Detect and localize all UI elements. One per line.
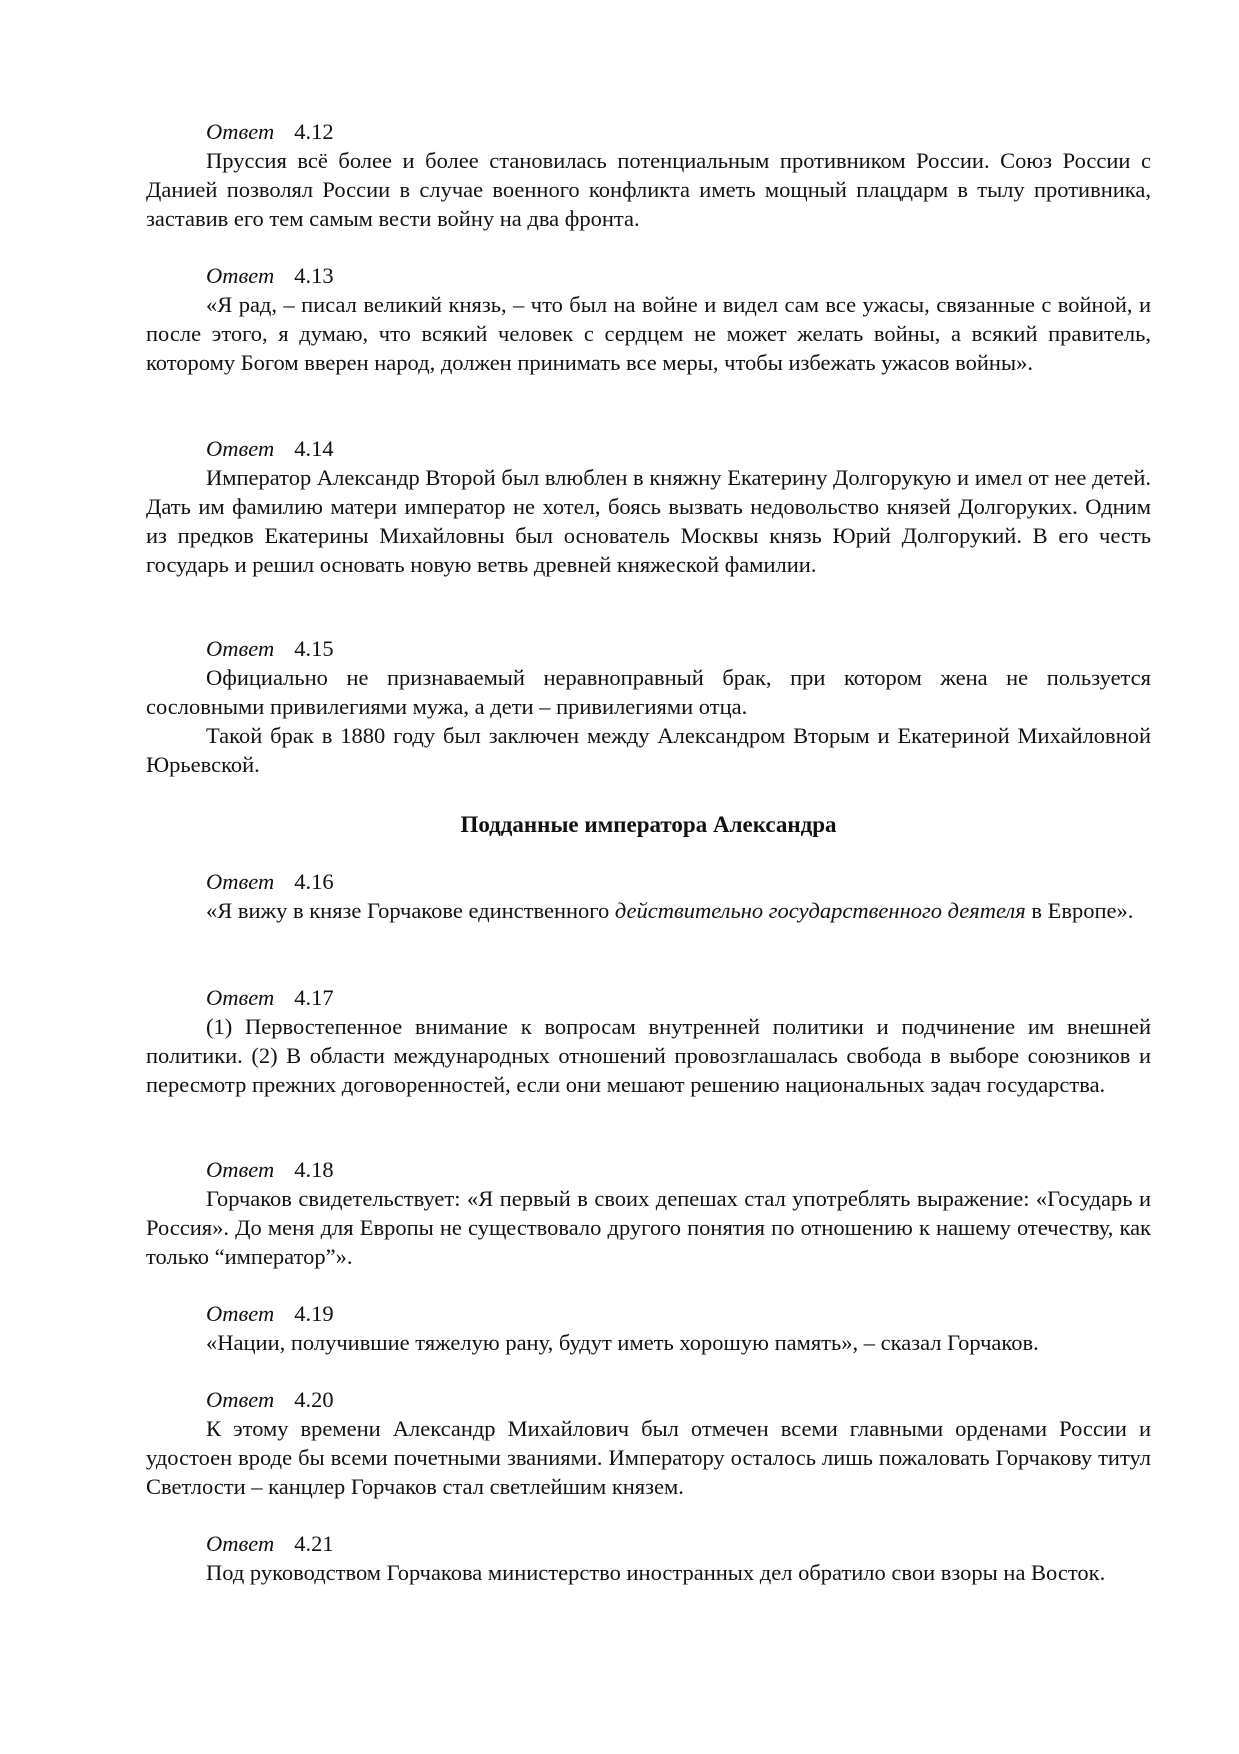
quote-emphasis: действительно государственного деятеля (614, 897, 1026, 923)
answer-number: 4.19 (294, 1301, 334, 1326)
answer-label (206, 1530, 1151, 1559)
answer-4-14 (146, 435, 1151, 580)
quote-start: «Я вижу в князе Горчакове единственного (206, 897, 615, 923)
answer-label (206, 1386, 1151, 1415)
answer-4-17 (146, 984, 1151, 1100)
answer-text: Император Александр Второй был влюблен в княжну Екатерину Долгорукую и имел от нее детей. Дать им фамилию матери император не хотел, боясь вызвать недовольство князей Долгоруких. Одним из предков Екатерины Михайловны был основатель Москвы князь Юрий Долгорукий. В его честь государь и решил основать новую ветвь древней княжеской фамилии. (146, 464, 1151, 577)
answer-number: 4.15 (294, 636, 334, 661)
answer-text: Пруссия всё более и более становилась потенциальным противником России. Союз России с Данией позволял России в случае военного конфликта иметь мощный плацдарм в тылу противника, заставив его тем самым вести войну на два фронта. (146, 147, 1151, 231)
answer-text (146, 897, 1151, 926)
answer-4-12 (146, 118, 1151, 234)
answer-label (206, 435, 1151, 464)
answer-word: Ответ (206, 1157, 275, 1182)
answer-word: Ответ (206, 119, 275, 144)
answer-text: (1) Первостепенное внимание к вопросам внутренней политики и подчинение им внешней политики. (2) В области международных отношений провозглашалась свобода в выборе союзников и пересмотр прежних договоренностей, если они мешают решению национальных задач государства. (146, 1013, 1151, 1097)
answer-4-20 (146, 1386, 1151, 1502)
answer-number: 4.20 (294, 1387, 334, 1412)
answer-4-18 (146, 1156, 1151, 1272)
section-heading: Подданные императора Александра (460, 812, 837, 837)
answer-word: Ответ (206, 1301, 275, 1326)
answer-text: Горчаков свидетельствует: «Я первый в своих депешах стал употреблять выражение: «Государь и Россия». До меня для Европы не существовало другого понятия по отношению к нашему отечеству, как только “император”». (146, 1185, 1151, 1269)
answer-label (206, 984, 1151, 1013)
answer-4-19 (146, 1300, 1151, 1358)
answer-4-13 (146, 262, 1151, 378)
answer-label (206, 1300, 1151, 1329)
answer-number: 4.18 (294, 1157, 334, 1182)
answer-word: Ответ (206, 636, 275, 661)
answer-4-21 (146, 1530, 1151, 1588)
answer-word: Ответ (206, 263, 275, 288)
answer-label (206, 1156, 1151, 1185)
answer-label (206, 262, 1151, 291)
answer-number: 4.14 (294, 436, 334, 461)
answer-number: 4.16 (294, 869, 334, 894)
answer-word: Ответ (206, 1531, 275, 1556)
answer-word: Ответ (206, 436, 275, 461)
quote-end: в Европе». (1025, 897, 1134, 923)
answer-word: Ответ (206, 869, 275, 894)
answer-text: Под руководством Горчакова министерство иностранных дел обратило свои взоры на Восток. (206, 1559, 1106, 1585)
answer-label (206, 635, 1151, 664)
answer-number: 4.12 (294, 119, 334, 144)
answer-text: «Я рад, – писал великий князь, – что был на войне и видел сам все ужасы, связанные с войной, и после этого, я думаю, что всякий человек с сердцем не может желать войны, а всякий правитель, которому Богом вверен народ, должен принимать все меры, чтобы избежать ужасов войны». (146, 291, 1151, 375)
answer-word: Ответ (206, 1387, 275, 1412)
answer-4-16 (146, 868, 1151, 926)
answer-4-15 (146, 635, 1151, 780)
answer-text: Официально не признаваемый неравноправный брак, при котором жена не пользуется сословными привилегиями мужа, а дети – привилегиями отца. (146, 664, 1151, 719)
answer-number: 4.17 (294, 985, 334, 1010)
answer-number: 4.21 (294, 1531, 334, 1556)
answer-word: Ответ (206, 985, 275, 1010)
answer-label (206, 868, 1151, 897)
answer-text: Такой брак в 1880 году был заключен между Александром Вторым и Екатериной Михайловной Юрьевской. (146, 722, 1151, 777)
answer-text: «Нации, получившие тяжелую рану, будут иметь хорошую память», – сказал Горчаков. (206, 1329, 1039, 1355)
answer-text: К этому времени Александр Михайлович был отмечен всеми главными орденами России и удостоен вроде бы всеми почетными званиями. Императору осталось лишь пожаловать Горчакову титул Светлости – канцлер Горчаков стал светлейшим князем. (146, 1415, 1151, 1499)
answer-label (206, 118, 1151, 147)
answer-number: 4.13 (294, 263, 334, 288)
